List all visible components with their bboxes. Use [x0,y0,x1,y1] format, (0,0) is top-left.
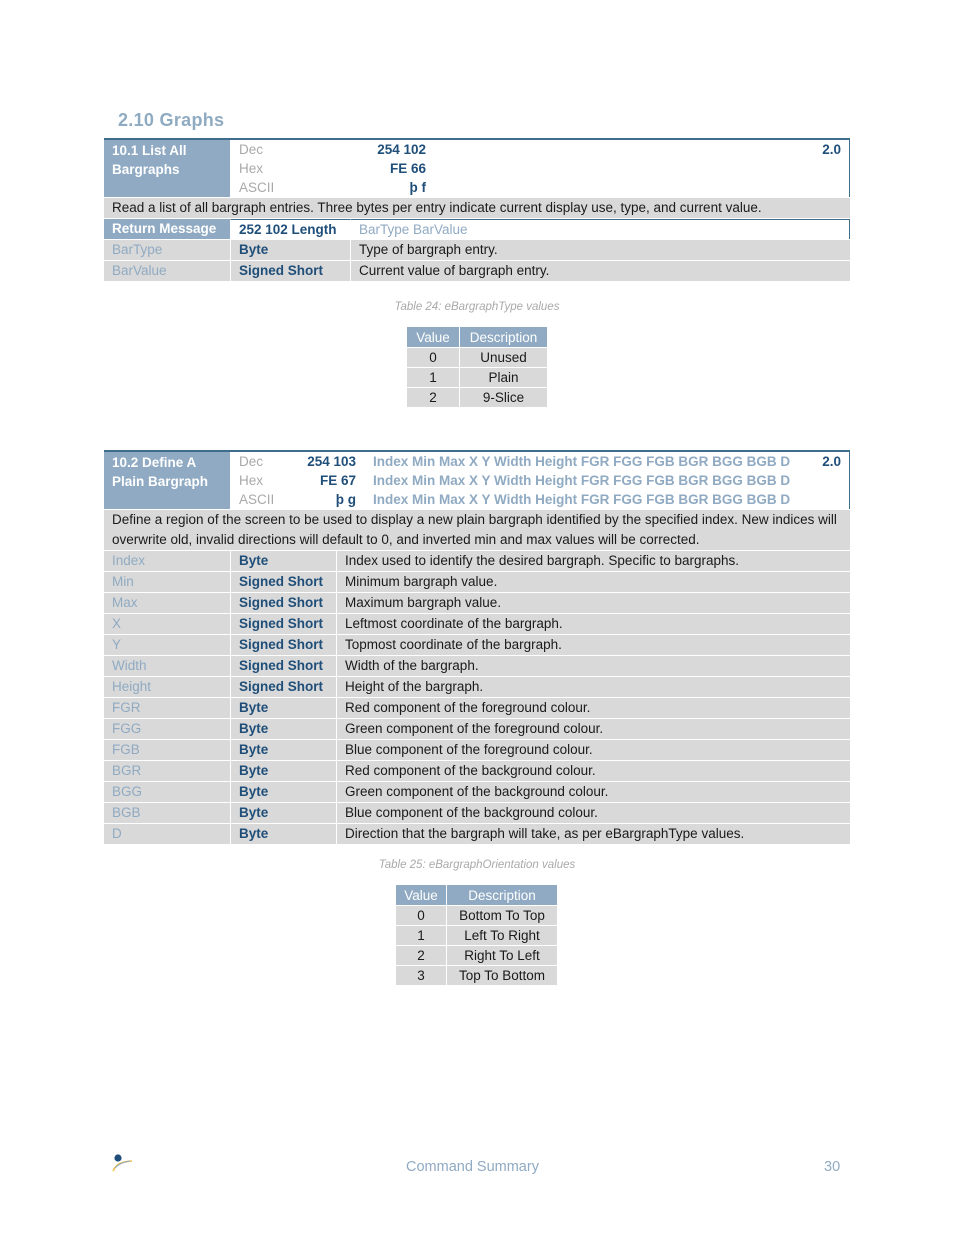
value-row [396,926,558,946]
hex-label: Hex [239,161,264,176]
parameter-row [104,571,850,592]
parameter-type: Byte [230,698,336,718]
parameter-description: Leftmost coordinate of the bargraph. [336,614,850,634]
dec-label: Dec [239,454,264,469]
parameter-description: Minimum bargraph value. [336,572,850,592]
command-header [104,138,850,197]
parameter-row [104,613,850,634]
parameter-type: Byte [230,719,336,739]
parameter-row [104,760,850,781]
dec-value: 254 102 [377,142,426,157]
return-value: 252 102 Length [230,219,350,239]
parameter-type: Signed Short [230,677,336,697]
description-cell: Right To Left [447,946,558,966]
parameter-name: FGG [104,719,230,739]
table25-caption: Table 25: eBargraphOrientation values [378,859,576,871]
parameter-row [104,550,850,571]
parameter-type: Byte [230,803,336,823]
value-row [396,946,558,966]
parameter-type: Signed Short [230,656,336,676]
parameter-row [104,592,850,613]
ascii-label: ASCII [239,180,275,195]
parameter-name: BGR [104,761,230,781]
parameter-name: D [104,824,230,844]
description-cell: Bottom To Top [447,906,558,926]
parameter-row [104,823,850,844]
ascii-label: ASCII [239,492,275,507]
description-cell: Top To Bottom [447,966,558,986]
parameter-description: Height of the bargraph. [336,677,850,697]
table24-caption: Table 24: eBargraphType values [394,301,560,313]
table25-header-description: Description [447,885,558,906]
value-cell: 2 [407,388,460,408]
parameter-type: Signed Short [230,261,350,281]
return-fields: BarType BarValue [350,219,850,239]
value-row [396,966,558,986]
value-row [396,906,558,926]
parameter-row [104,697,850,718]
parameter-name: BarType [104,240,230,260]
hex-value: FE 66 [389,161,426,176]
dec-label: Dec [239,142,264,157]
parameter-description: Direction that the bargraph will take, as per eBargraphType values. [336,824,850,844]
parameter-name: Y [104,635,230,655]
parameter-description: Blue component of the background colour. [336,803,850,823]
parameter-row [104,676,850,697]
parameter-name: BGB [104,803,230,823]
value-cell: 2 [396,946,447,966]
parameter-description: Width of the bargraph. [336,656,850,676]
table24-header-value: Value [407,327,460,348]
version: 2.0 [822,142,841,157]
command-description: Define a region of the screen to be used to display a new plain bargraph identified by the specified index. New indices will overwrite old, invalid directions will default to 0, and inverted min and max values will be corrected. [104,509,850,550]
footer-title: Command Summary [406,1159,539,1175]
parameter-type: Byte [230,761,336,781]
hex-params: Index Min Max X Y Width Height FGR FGG FGB BGR BGG BGB D [373,473,791,488]
parameter-name: Width [104,656,230,676]
parameter-description: Maximum bargraph value. [336,593,850,613]
command-name: 10.2 Define A Plain Bargraph [104,452,230,509]
value-cell: 3 [396,966,447,986]
parameter-name: Index [104,551,230,571]
company-logo-icon [110,1151,134,1175]
description-cell: 9-Slice [460,388,548,408]
parameter-type: Byte [230,551,336,571]
page-number: 30 [824,1159,841,1175]
version: 2.0 [822,454,841,469]
description-cell: Unused [460,348,548,368]
table25-header-value: Value [396,885,447,906]
value-row [407,388,548,408]
parameter-description: Green component of the foreground colour. [336,719,850,739]
command-name: 10.1 List All Bargraphs [104,140,230,197]
command-header [104,450,850,509]
parameter-type: Byte [230,740,336,760]
dec-params: Index Min Max X Y Width Height FGR FGG FGB BGR BGG BGB D [373,454,791,469]
parameter-row [104,655,850,676]
parameter-type: Byte [230,240,350,260]
description-cell: Left To Right [447,926,558,946]
command-define-plain-bargraph [104,450,850,844]
return-label: Return Message [104,219,230,239]
parameter-description: Topmost coordinate of the bargraph. [336,635,850,655]
parameter-row [104,260,850,281]
parameter-name: BarValue [104,261,230,281]
section-title: 2.10 Graphs [118,110,225,130]
parameter-description: Red component of the background colour. [336,761,850,781]
parameter-name: FGB [104,740,230,760]
parameter-row [104,239,850,260]
hex-label: Hex [239,473,264,488]
parameter-description: Red component of the foreground colour. [336,698,850,718]
parameter-name: X [104,614,230,634]
value-cell: 0 [396,906,447,926]
command-description: Read a list of all bargraph entries. Three bytes per entry indicate current display use, type, and current value. [104,197,850,218]
parameter-name: FGR [104,698,230,718]
value-row [407,348,548,368]
parameter-name: Min [104,572,230,592]
parameter-type: Signed Short [230,572,336,592]
table24 [406,326,548,408]
ascii-params: Index Min Max X Y Width Height FGR FGG FGB BGR BGG BGB D [373,492,791,507]
dec-value: 254 103 [307,454,356,469]
value-cell: 1 [396,926,447,946]
parameter-row [104,634,850,655]
parameter-row [104,718,850,739]
parameter-type: Signed Short [230,635,336,655]
hex-value: FE 67 [319,473,356,488]
parameter-type: Signed Short [230,614,336,634]
parameter-description: Current value of bargraph entry. [350,261,850,281]
ascii-value: þ f [409,180,426,195]
value-cell: 0 [407,348,460,368]
parameter-type: Signed Short [230,593,336,613]
return-message-row [104,218,850,239]
parameter-description: Blue component of the foreground colour. [336,740,850,760]
value-cell: 1 [407,368,460,388]
parameter-type: Byte [230,824,336,844]
table24-header-description: Description [460,327,548,348]
parameter-row [104,781,850,802]
parameter-type: Byte [230,782,336,802]
command-list-all-bargraphs [104,138,850,281]
parameter-name: Max [104,593,230,613]
description-cell: Plain [460,368,548,388]
parameter-row [104,802,850,823]
parameter-row [104,739,850,760]
ascii-value: þ g [335,492,356,507]
value-row [407,368,548,388]
parameter-description: Type of bargraph entry. [350,240,850,260]
table25 [395,884,558,986]
parameter-name: BGG [104,782,230,802]
parameter-description: Green component of the background colour. [336,782,850,802]
parameter-description: Index used to identify the desired bargraph. Specific to bargraphs. [336,551,850,571]
parameter-name: Height [104,677,230,697]
